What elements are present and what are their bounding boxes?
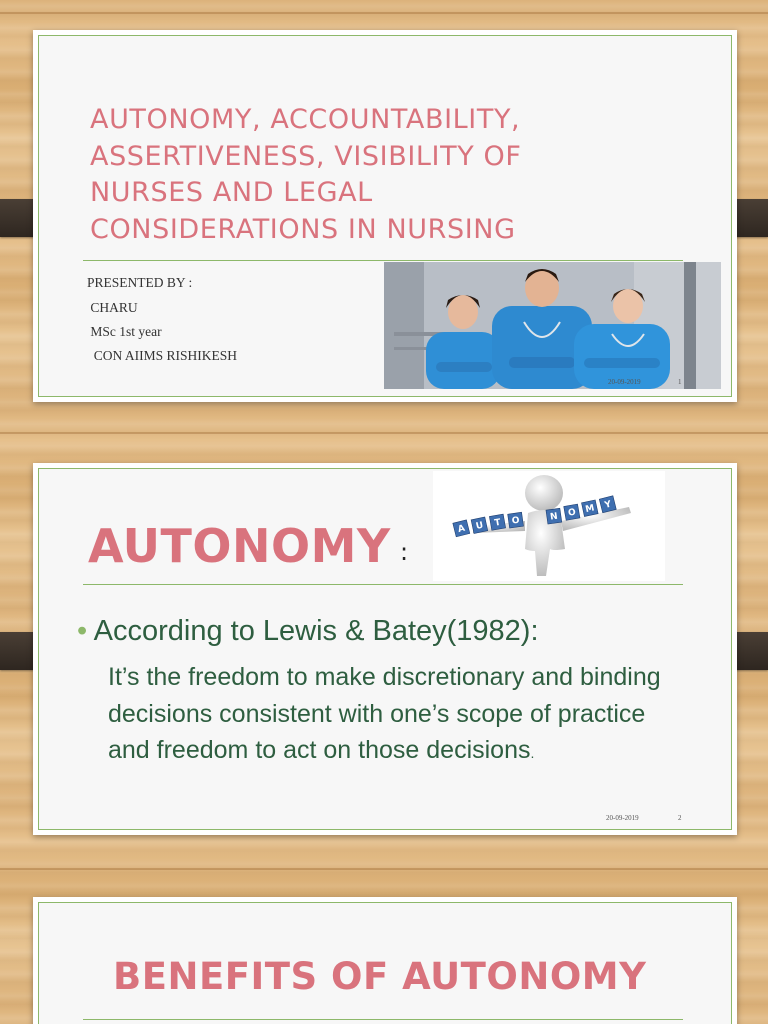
title-line: NURSES AND LEGAL [90,177,373,208]
presenter-institute: CON AIIMS RISHIKESH [87,348,238,363]
slide-1-title [90,102,650,248]
block-letter: M [584,503,596,516]
block-letter: T [493,517,502,529]
plank-seam [0,868,768,870]
title-line: ASSERTIVENESS, VISIBILITY OF [90,140,522,172]
block-letter: A [456,523,467,535]
block-letter: O [511,515,521,527]
slide-2[interactable] [33,463,737,835]
plank-seam [0,432,768,434]
block-letter: Y [603,499,613,511]
bullet-item [77,615,539,648]
block-letter: O [567,507,577,519]
title-line: AUTONOMY, ACCOUNTABILITY, [90,104,521,135]
slide-number: 2 [678,814,682,822]
slide-date: 20-09-2019 [608,378,641,386]
presenter-course: MSc 1st year [87,324,162,339]
slide-1[interactable] [33,30,737,402]
presenter-label: PRESENTED BY : [87,275,193,290]
block-letter: N [549,511,559,523]
slide-3[interactable] [33,897,737,1024]
bullet-text: According to Lewis & Batey(1982): [93,615,539,647]
block-letter: U [474,520,485,532]
title-line: CONSIDERATIONS IN NURSING [90,213,516,245]
bullet-dot: • [77,615,88,647]
autonomy-figure-image [433,471,665,581]
heading-divider [83,1019,683,1020]
slide-date: 20-09-2019 [606,814,639,822]
plank-seam [0,12,768,14]
slide-2-heading-colon: : [400,538,409,566]
slide-3-heading: BENEFITS OF AUTONOMY [113,955,647,998]
nurses-photo [384,262,721,389]
definition-text [108,659,688,772]
heading-divider [83,584,683,585]
definition-main: It’s the freedom to make discretionary and binding decisions consistent with one’s scope of practice and freedom to act on those decisions [108,663,661,764]
title-divider [83,260,683,261]
slide-2-heading: AUTONOMY [88,519,391,573]
slide-number: 1 [678,378,682,386]
presenter-name: CHARU [87,300,138,315]
definition-end: . [530,745,535,761]
